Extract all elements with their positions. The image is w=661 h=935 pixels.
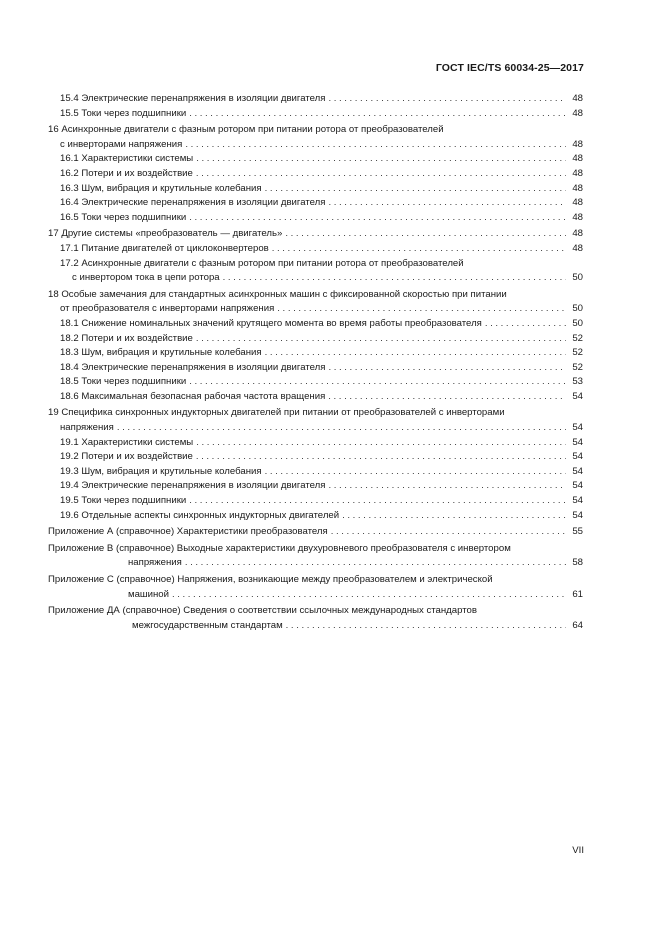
toc-entry-title: 19.6 Отдельные аспекты синхронных индукторных двигателей xyxy=(60,509,340,521)
toc-entry[interactable] xyxy=(48,361,583,376)
toc-entry-continuation: межгосударственным стандартам xyxy=(132,619,283,631)
toc-page-number: 48 xyxy=(572,107,583,119)
toc-entry-title: Приложение С (справочное) Напряжения, возникающие между преобразователем и электрической xyxy=(48,574,493,585)
table-of-contents xyxy=(48,92,583,633)
toc-entry-title: 18.1 Снижение номинальных значений крутящего момента во время работы преобразователя xyxy=(60,317,482,329)
toc-entry-title: 18.6 Максимальная безопасная рабочая частота вращения xyxy=(60,390,326,402)
toc-entry[interactable] xyxy=(48,390,583,405)
toc-entry[interactable] xyxy=(48,332,583,347)
toc-entry[interactable] xyxy=(48,436,583,451)
toc-entry[interactable] xyxy=(48,509,583,524)
toc-entry-title: 15.4 Электрические перенапряжения в изоляции двигателя xyxy=(60,93,326,104)
dot-leader xyxy=(328,479,566,494)
toc-entry-title: Приложение ДА (справочное) Сведения о соответствии ссылочных международных стандартов xyxy=(48,605,477,617)
toc-entry[interactable] xyxy=(48,494,583,509)
toc-entry[interactable] xyxy=(48,242,583,257)
toc-page-number: 52 xyxy=(572,347,583,359)
toc-page-number: 50 xyxy=(572,317,583,329)
toc-entry[interactable] xyxy=(48,152,583,167)
toc-entry-title: 16.2 Потери и их воздействие xyxy=(60,167,193,179)
toc-entry-title: 18.2 Потери и их воздействие xyxy=(60,332,193,344)
dot-leader xyxy=(189,375,566,390)
toc-page-number: 54 xyxy=(572,509,583,521)
dot-leader xyxy=(189,211,566,226)
toc-entry-title: 17 Другие системы «преобразователь — двигатель» xyxy=(48,228,283,240)
toc-entry-continuation: напряжения xyxy=(60,422,114,434)
toc-entry[interactable] xyxy=(48,196,583,211)
dot-leader xyxy=(328,361,566,376)
toc-page-number: 58 xyxy=(572,557,583,569)
dot-leader xyxy=(172,588,566,603)
toc-entry[interactable] xyxy=(48,167,583,182)
toc-entry[interactable] xyxy=(48,346,583,361)
toc-entry[interactable] xyxy=(48,465,583,480)
dot-leader xyxy=(277,302,566,317)
toc-entry[interactable] xyxy=(48,288,583,317)
toc-entry[interactable] xyxy=(48,123,583,152)
toc-entry[interactable] xyxy=(48,479,583,494)
toc-entry-title: 16.4 Электрические перенапряжения в изоляции двигателя xyxy=(60,197,326,209)
dot-leader xyxy=(331,525,566,540)
dot-leader xyxy=(196,152,566,167)
dot-leader xyxy=(189,494,566,509)
toc-page-number: 54 xyxy=(572,390,583,402)
toc-page-number: 48 xyxy=(572,228,583,240)
toc-page-number: 48 xyxy=(572,167,583,179)
dot-leader xyxy=(223,271,566,286)
toc-page-number: 48 xyxy=(572,211,583,223)
toc-page-number: 48 xyxy=(572,153,583,165)
toc-entry-title: Приложение В (справочное) Выходные характеристики двухуровневого преобразователя с инвертором xyxy=(48,542,511,554)
toc-page-number: 48 xyxy=(572,138,583,150)
dot-leader xyxy=(328,390,566,405)
toc-entry[interactable] xyxy=(48,182,583,197)
toc-page-number: 48 xyxy=(572,197,583,209)
toc-entry-continuation: с инвертором тока в цепи ротора xyxy=(72,272,220,284)
dot-leader xyxy=(189,107,566,122)
toc-entry[interactable] xyxy=(48,450,583,465)
toc-entry-continuation: машиной xyxy=(128,588,169,600)
toc-entry[interactable] xyxy=(48,573,583,602)
toc-entry[interactable] xyxy=(48,92,583,107)
toc-entry-title: 18.4 Электрические перенапряжения в изоляции двигателя xyxy=(60,361,326,373)
toc-entry-title: 15.5 Токи через подшипники xyxy=(60,107,187,119)
toc-page-number: 54 xyxy=(572,465,583,477)
toc-entry-title: 17.1 Питание двигателей от циклоконвертеров xyxy=(60,242,269,254)
dot-leader xyxy=(285,227,566,242)
toc-entry-continuation: напряжения xyxy=(128,557,182,569)
toc-page-number: 50 xyxy=(572,272,583,284)
dot-leader xyxy=(328,92,566,107)
dot-leader xyxy=(265,465,566,480)
dot-leader xyxy=(196,332,566,347)
dot-leader xyxy=(328,196,566,211)
dot-leader xyxy=(185,556,566,571)
dot-leader xyxy=(196,450,566,465)
toc-entry[interactable] xyxy=(48,406,583,435)
dot-leader xyxy=(196,436,566,451)
toc-page-number: 53 xyxy=(572,376,583,388)
dot-leader xyxy=(117,421,566,436)
toc-entry[interactable] xyxy=(48,257,583,286)
dot-leader xyxy=(196,167,566,182)
toc-page-number: 52 xyxy=(572,332,583,344)
dot-leader xyxy=(485,317,566,332)
toc-page-number: 54 xyxy=(572,480,583,492)
toc-entry-title: 19.1 Характеристики системы xyxy=(60,436,194,448)
toc-entry[interactable] xyxy=(48,107,583,122)
dot-leader xyxy=(286,619,566,634)
toc-page-number: 48 xyxy=(572,93,583,104)
toc-page-number: 61 xyxy=(572,588,583,600)
toc-entry[interactable] xyxy=(48,542,583,571)
toc-page-number: 50 xyxy=(572,303,583,315)
toc-page-number: 52 xyxy=(572,361,583,373)
document-header: ГОСТ IEC/TS 60034-25—2017 xyxy=(435,62,584,74)
toc-entry-title: 16.1 Характеристики системы xyxy=(60,153,194,165)
toc-entry[interactable] xyxy=(48,211,583,226)
toc-entry-title: 19.2 Потери и их воздействие xyxy=(60,451,193,463)
toc-entry-title: 19 Специфика синхронных индукторных двигателей при питании от преобразователей с инверторами xyxy=(48,407,505,419)
toc-page-number: 64 xyxy=(572,619,583,631)
toc-page-number: 48 xyxy=(572,182,583,194)
toc-entry-title: 18.5 Токи через подшипники xyxy=(60,376,187,388)
toc-entry-title: Приложение А (справочное) Характеристики преобразователя xyxy=(48,526,328,538)
toc-entry[interactable] xyxy=(48,317,583,332)
toc-entry[interactable] xyxy=(48,227,583,242)
page-number: VII xyxy=(572,845,584,856)
toc-entry-continuation: с инверторами напряжения xyxy=(60,138,183,150)
toc-entry-title: 16.5 Токи через подшипники xyxy=(60,211,187,223)
toc-page-number: 54 xyxy=(572,436,583,448)
toc-entry-title: 19.5 Токи через подшипники xyxy=(60,495,187,507)
toc-entry-title: 18 Особые замечания для стандартных асинхронных машин с фиксированной скоростью при питании xyxy=(48,288,507,300)
toc-entry-title: 17.2 Асинхронные двигатели с фазным ротором при питании ротора от преобразователей xyxy=(60,257,464,269)
toc-page-number: 54 xyxy=(572,422,583,434)
dot-leader xyxy=(185,138,566,153)
toc-page-number: 54 xyxy=(572,451,583,463)
dot-leader xyxy=(265,182,566,197)
toc-page-number: 55 xyxy=(572,526,583,538)
toc-page-number: 48 xyxy=(572,242,583,254)
toc-entry-title: 18.3 Шум, вибрация и крутильные колебания xyxy=(60,347,262,359)
toc-page-number: 54 xyxy=(572,495,583,507)
toc-entry-continuation: от преобразователя с инверторами напряжения xyxy=(60,303,275,315)
toc-entry-title: 19.3 Шум, вибрация и крутильные колебания xyxy=(60,465,262,477)
toc-entry-title: 16.3 Шум, вибрация и крутильные колебания xyxy=(60,182,262,194)
dot-leader xyxy=(265,346,566,361)
dot-leader xyxy=(272,242,566,257)
toc-entry[interactable] xyxy=(48,375,583,390)
dot-leader xyxy=(342,509,566,524)
toc-entry-title: 19.4 Электрические перенапряжения в изоляции двигателя xyxy=(60,480,326,492)
toc-entry-title: 16 Асинхронные двигатели с фазным ротором при питании ротора от преобразователей xyxy=(48,124,444,136)
toc-entry[interactable] xyxy=(48,604,583,633)
toc-entry[interactable] xyxy=(48,525,583,540)
